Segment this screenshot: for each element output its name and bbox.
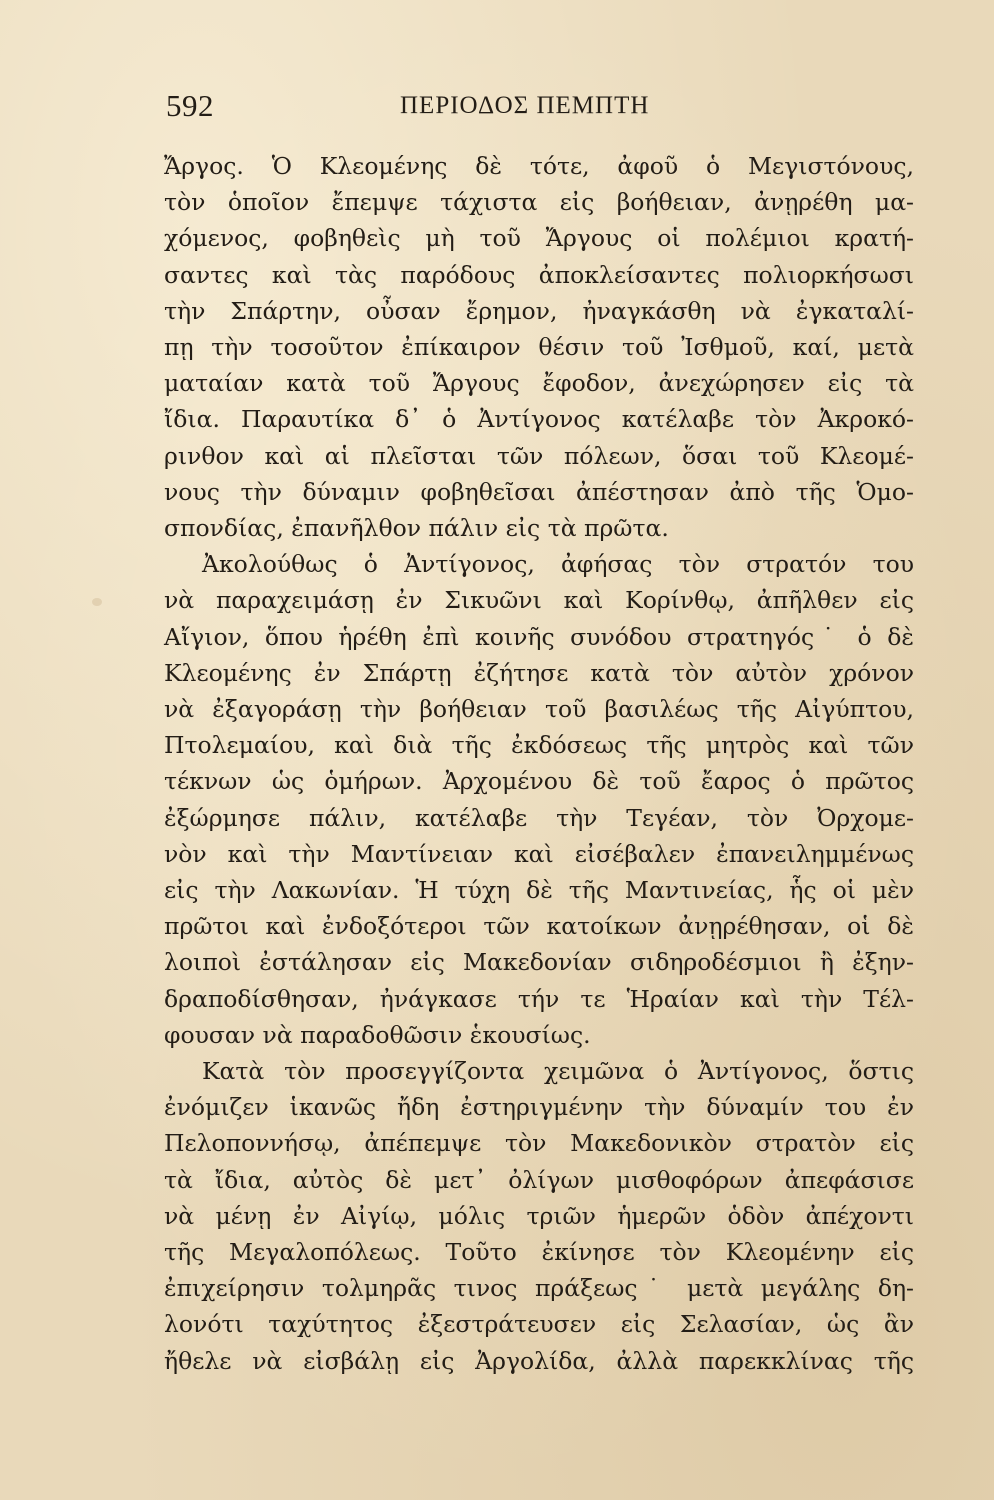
- text-line: τὰ ἴδια, αὐτὸς δὲ μετ᾽ ὀλίγων μισθοφόρων ἀπεφάσισε: [164, 1165, 914, 1194]
- text-line: εἰς τὴν Λακωνίαν. Ἡ τύχη δὲ τῆς Μαντινείας, ἧς οἱ μὲν: [164, 876, 914, 904]
- page-number: 592: [166, 88, 214, 123]
- text-line: νὰ ἐξαγοράσῃ τὴν βοήθειαν τοῦ βασιλέως τῆς Αἰγύπτου,: [164, 695, 914, 723]
- text-line: δραποδίσθησαν, ἠνάγκασε τήν τε Ἡραίαν καὶ τὴν Τέλ-: [164, 984, 914, 1013]
- text-line: ἐνόμιζεν ἱκανῶς ἤδη ἐστηριγμένην τὴν δύναμίν του ἐν: [164, 1093, 914, 1122]
- text-line: ἴδια. Παραυτίκα δ᾽ ὁ Ἀντίγονος κατέλαβε τὸν Ἀκροκό-: [164, 405, 914, 434]
- text-line: ρινθον καὶ αἱ πλεῖσται τῶν πόλεων, ὅσαι τοῦ Κλεομέ-: [164, 441, 914, 470]
- text-line: σαντες καὶ τὰς παρόδους ἀποκλείσαντες πολιορκήσωσι: [164, 260, 914, 289]
- text-line: Πελοποννήσῳ, ἀπέπεμψε τὸν Μακεδονικὸν στρατὸν εἰς: [164, 1129, 914, 1158]
- running-title: ΠΕΡΙΟΔΟΣ ΠΕΜΠΤΗ: [400, 92, 650, 119]
- text-line: νὸν καὶ τὴν Μαντίνειαν καὶ εἰσέβαλεν ἐπανειλημμένως: [164, 839, 914, 868]
- text-line: ἤθελε νὰ εἰσβάλῃ εἰς Ἀργολίδα, ἀλλὰ παρεκκλίνας τῆς: [164, 1346, 914, 1375]
- page-header: [166, 88, 866, 128]
- text-line: τὸν ὁποῖον ἔπεμψε τάχιστα εἰς βοήθειαν, ἀνῃρέθη μα-: [164, 188, 914, 217]
- text-line: λονότι ταχύτητος ἐξεστράτευσεν εἰς Σελασίαν, ὡς ἂν: [164, 1310, 914, 1339]
- text-line: ματαίαν κατὰ τοῦ Ἄργους ἔφοδον, ἀνεχώρησεν εἰς τὰ: [164, 369, 914, 398]
- text-line: νους τὴν δύναμιν φοβηθεῖσαι ἀπέστησαν ἀπὸ τῆς Ὁμο-: [164, 477, 914, 506]
- text-line: νὰ μένῃ ἐν Αἰγίῳ, μόλις τριῶν ἡμερῶν ὁδὸν ἀπέχοντι: [164, 1201, 914, 1230]
- text-line: ἐξώρμησε πάλιν, κατέλαβε τὴν Τεγέαν, τὸν Ὀρχομε-: [164, 803, 914, 832]
- text-line: πῃ τὴν τοσοῦτον ἐπίκαιρον θέσιν τοῦ Ἰσθμοῦ, καί, μετὰ: [164, 333, 914, 361]
- body-text: [164, 148, 914, 1438]
- text-line: ἐπιχείρησιν τολμηρᾶς τινος πράξεως˙ μετὰ μεγάλης δη-: [164, 1274, 914, 1303]
- text-line: Κατὰ τὸν προσεγγίζοντα χειμῶνα ὁ Ἀντίγονος, ὅστις: [202, 1057, 914, 1085]
- text-line: Αἴγιον, ὅπου ἡρέθη ἐπὶ κοινῆς συνόδου στρατηγός˙ ὁ δὲ: [164, 622, 914, 651]
- text-line: Κλεομένης ἐν Σπάρτῃ ἐζήτησε κατὰ τὸν αὐτὸν χρόνον: [164, 658, 914, 687]
- text-line: πρῶτοι καὶ ἐνδοξότεροι τῶν κατοίκων ἀνῃρέθησαν, οἱ δὲ: [164, 912, 914, 941]
- text-line: σπονδίας, ἐπανῆλθον πάλιν εἰς τὰ πρῶτα.: [164, 514, 669, 542]
- text-line: φουσαν νὰ παραδοθῶσιν ἑκουσίως.: [164, 1020, 591, 1049]
- text-line: τῆς Μεγαλοπόλεως. Τοῦτο ἐκίνησε τὸν Κλεομένην εἰς: [164, 1238, 914, 1266]
- text-line: λοιποὶ ἐστάλησαν εἰς Μακεδονίαν σιδηροδέσμιοι ἢ ἐξην-: [164, 948, 914, 977]
- text-line: Πτολεμαίου, καὶ διὰ τῆς ἐκδόσεως τῆς μητρὸς καὶ τῶν: [164, 731, 914, 760]
- text-line: χόμενος, φοβηθεὶς μὴ τοῦ Ἄργους οἱ πολέμιοι κρατή-: [164, 224, 914, 253]
- paper-stain: [92, 598, 102, 606]
- text-line: τέκνων ὡς ὁμήρων. Ἀρχομένου δὲ τοῦ ἔαρος ὁ πρῶτος: [164, 767, 914, 796]
- text-line: Ἀκολούθως ὁ Ἀντίγονος, ἀφήσας τὸν στρατόν του: [202, 550, 914, 579]
- text-line: νὰ παραχειμάσῃ ἐν Σικυῶνι καὶ Κορίνθῳ, ἀπῆλθεν εἰς: [164, 586, 914, 615]
- text-line: Ἄργος. Ὁ Κλεομένης δὲ τότε, ἀφοῦ ὁ Μεγιστόνους,: [164, 152, 914, 180]
- text-line: τὴν Σπάρτην, οὖσαν ἔρημον, ἠναγκάσθη νὰ ἐγκαταλί-: [164, 296, 914, 325]
